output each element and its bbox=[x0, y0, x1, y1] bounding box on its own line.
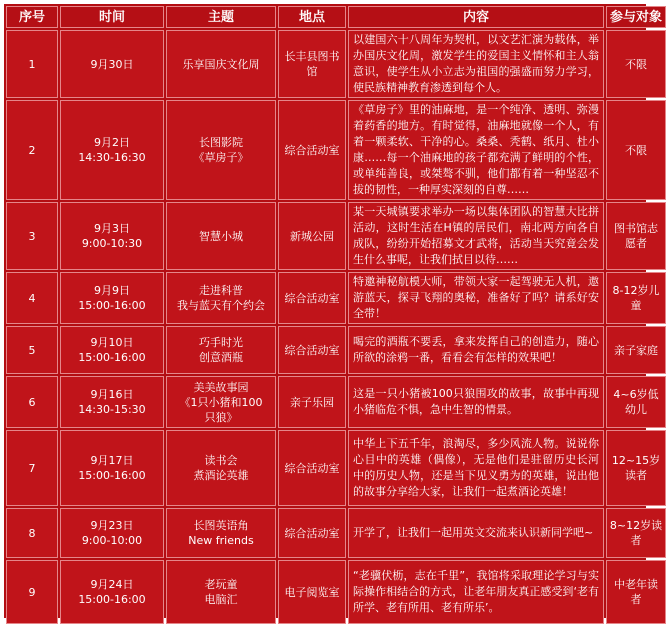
row-place: 综合活动室 bbox=[278, 326, 346, 374]
row-audience: 12~15岁读者 bbox=[606, 430, 666, 506]
row-content: 以建国六十八周年为契机，以文艺汇演为载体，举办国庆文化周，激发学生的爱国主义情怀和主人翁意识，使学生从小立志为祖国的强盛而努力学习，使民族精神教育渗透到每个人。 bbox=[348, 30, 604, 98]
table-row bbox=[6, 376, 666, 428]
header-content: 内容 bbox=[348, 6, 604, 28]
row-content: 喝完的酒瓶不要丢，拿来发挥自己的创造力，随心所欲的涂鸦一番，看看会有怎样的效果吧！ bbox=[348, 326, 604, 374]
row-time-line: 9月3日 bbox=[94, 222, 130, 235]
row-theme-line: 只狼》 bbox=[204, 410, 238, 424]
row-time bbox=[60, 30, 164, 98]
row-time bbox=[60, 326, 164, 374]
row-time-line: 9:00-10:00 bbox=[81, 534, 143, 547]
row-time-line: 15:00-16:00 bbox=[78, 299, 146, 312]
row-place: 综合活动室 bbox=[278, 430, 346, 506]
row-theme bbox=[166, 30, 276, 98]
row-time-line: 9月9日 bbox=[94, 284, 130, 297]
row-number: 2 bbox=[6, 100, 58, 200]
header-audience: 参与对象 bbox=[606, 6, 666, 28]
row-time bbox=[60, 272, 164, 324]
row-audience: 8~12岁读者 bbox=[606, 508, 666, 558]
row-time-line: 9月10日 bbox=[90, 336, 134, 349]
row-theme-line: 长图英语角 bbox=[193, 519, 249, 532]
row-time-line: 14:30-15:30 bbox=[78, 403, 146, 416]
header-theme: 主题 bbox=[166, 6, 276, 28]
row-time-line: 9月16日 bbox=[90, 388, 134, 401]
table-row bbox=[6, 202, 666, 270]
row-time-line: 9月30日 bbox=[90, 57, 134, 71]
header-number: 序号 bbox=[6, 6, 58, 28]
row-number: 5 bbox=[6, 326, 58, 374]
row-number: 7 bbox=[6, 430, 58, 506]
row-place: 综合活动室 bbox=[278, 100, 346, 200]
row-time bbox=[60, 100, 164, 200]
row-theme bbox=[166, 100, 276, 200]
row-time bbox=[60, 202, 164, 270]
table-row bbox=[6, 30, 666, 98]
row-time-line: 15:00-16:00 bbox=[78, 351, 146, 364]
table-row bbox=[6, 272, 666, 324]
row-place: 综合活动室 bbox=[278, 508, 346, 558]
row-theme-line: 美美故事园 bbox=[193, 380, 249, 394]
header-place: 地点 bbox=[278, 6, 346, 28]
row-audience: 4~6岁低幼儿 bbox=[606, 376, 666, 428]
row-theme-line: New friends bbox=[188, 534, 254, 547]
row-theme bbox=[166, 508, 276, 558]
row-theme-line: 巧手时光 bbox=[199, 336, 243, 349]
row-audience: 中老年读者 bbox=[606, 560, 666, 624]
row-time-line: 14:30-16:30 bbox=[78, 151, 146, 164]
row-theme bbox=[166, 202, 276, 270]
row-time-line: 9月2日 bbox=[94, 136, 130, 149]
row-audience: 图书馆志愿者 bbox=[606, 202, 666, 270]
row-theme bbox=[166, 272, 276, 324]
row-theme-line: 乐享国庆文化周 bbox=[182, 57, 260, 71]
table-row bbox=[6, 100, 666, 200]
row-theme-line: 我与蓝天有个约会 bbox=[177, 299, 265, 312]
row-content: 开学了，让我们一起用英文交流来认识新同学吧~ bbox=[348, 508, 604, 558]
row-content: 特邀神秘航模大师，带领大家一起驾驶无人机，遨游蓝天，探寻飞翔的奥秘，准备好了吗？请系好安全带！ bbox=[348, 272, 604, 324]
row-theme-line: 创意酒瓶 bbox=[199, 351, 243, 364]
row-place: 电子阅览室 bbox=[278, 560, 346, 624]
row-theme-line: 长图影院 bbox=[199, 136, 243, 149]
row-audience: 不限 bbox=[606, 100, 666, 200]
row-theme bbox=[166, 560, 276, 624]
row-content: 中华上下五千年，浪淘尽，多少风流人物。说说你心目中的英雄（偶像），无是他们是驻留历史长河中的历史人物，还是当下见义勇为的英雄，说出他的故事分享给大家，让我们一起煮酒论英雄！ bbox=[348, 430, 604, 506]
row-theme-line: 走进科普 bbox=[199, 284, 243, 297]
row-theme-line: 煮酒论英雄 bbox=[193, 469, 249, 482]
row-place: 综合活动室 bbox=[278, 272, 346, 324]
row-theme bbox=[166, 430, 276, 506]
schedule-frame bbox=[4, 4, 663, 618]
row-audience: 8-12岁儿童 bbox=[606, 272, 666, 324]
row-number: 1 bbox=[6, 30, 58, 98]
row-time-line: 15:00-16:00 bbox=[78, 593, 146, 606]
row-content: “老骥伏枥，志在千里”，我馆将采取理论学习与实际操作相结合的方式，让老年朋友真正感受到‘老有所学、老有所用、老有所乐’。 bbox=[348, 560, 604, 624]
table-row bbox=[6, 326, 666, 374]
row-theme-line: 读书会 bbox=[204, 454, 238, 467]
row-place: 新城公园 bbox=[278, 202, 346, 270]
header-time: 时间 bbox=[60, 6, 164, 28]
row-theme-line: 《草房子》 bbox=[193, 151, 249, 164]
row-time-line: 9月23日 bbox=[90, 519, 134, 532]
row-content: 某一天城镇要求举办一场以集体团队的智慧大比拼活动，这时生活在H镇的居民们，南北两方向各自成队，纷纷开始招募文才武将，活动当天究竟会发生什么事呢，让我们拭目以待…… bbox=[348, 202, 604, 270]
row-time bbox=[60, 376, 164, 428]
row-number: 8 bbox=[6, 508, 58, 558]
table-row bbox=[6, 430, 666, 506]
row-theme-line: 《1只小猪和100 bbox=[179, 395, 263, 409]
row-number: 6 bbox=[6, 376, 58, 428]
table-row bbox=[6, 508, 666, 558]
row-time-line: 9月17日 bbox=[90, 454, 134, 467]
row-theme-line: 电脑汇 bbox=[204, 593, 238, 606]
row-time bbox=[60, 560, 164, 624]
row-theme bbox=[166, 376, 276, 428]
row-time bbox=[60, 508, 164, 558]
row-number: 9 bbox=[6, 560, 58, 624]
row-audience: 不限 bbox=[606, 30, 666, 98]
row-theme-line: 智慧小城 bbox=[199, 229, 243, 243]
row-number: 3 bbox=[6, 202, 58, 270]
row-place: 长丰县图书馆 bbox=[278, 30, 346, 98]
row-place: 亲子乐园 bbox=[278, 376, 346, 428]
row-audience: 亲子家庭 bbox=[606, 326, 666, 374]
header-row bbox=[6, 6, 666, 28]
row-theme bbox=[166, 326, 276, 374]
row-content: 《草房子》里的油麻地，是一个纯净、透明、弥漫着药香的地方。有时觉得，油麻地就像一个人，有着一颗柔软、干净的心。桑桑、秃鹤、纸月、杜小康……每一个油麻地的孩子都充满了鲜明的个性，或单纯善良，或桀骜不驯，他们都有着一种坚忍不拔的韧性，一种厚实深刻的自尊…… bbox=[348, 100, 604, 200]
row-time-line: 15:00-16:00 bbox=[78, 469, 146, 482]
row-theme-line: 老玩童 bbox=[204, 578, 238, 591]
row-time-line: 9:00-10:30 bbox=[81, 237, 143, 250]
row-time-line: 9月24日 bbox=[90, 578, 134, 591]
row-time bbox=[60, 430, 164, 506]
row-number: 4 bbox=[6, 272, 58, 324]
schedule-table bbox=[4, 4, 668, 626]
row-content: 这是一只小猪被100只狼围攻的故事，故事中再现小猪临危不惧，急中生智的情景。 bbox=[348, 376, 604, 428]
table-row bbox=[6, 560, 666, 624]
